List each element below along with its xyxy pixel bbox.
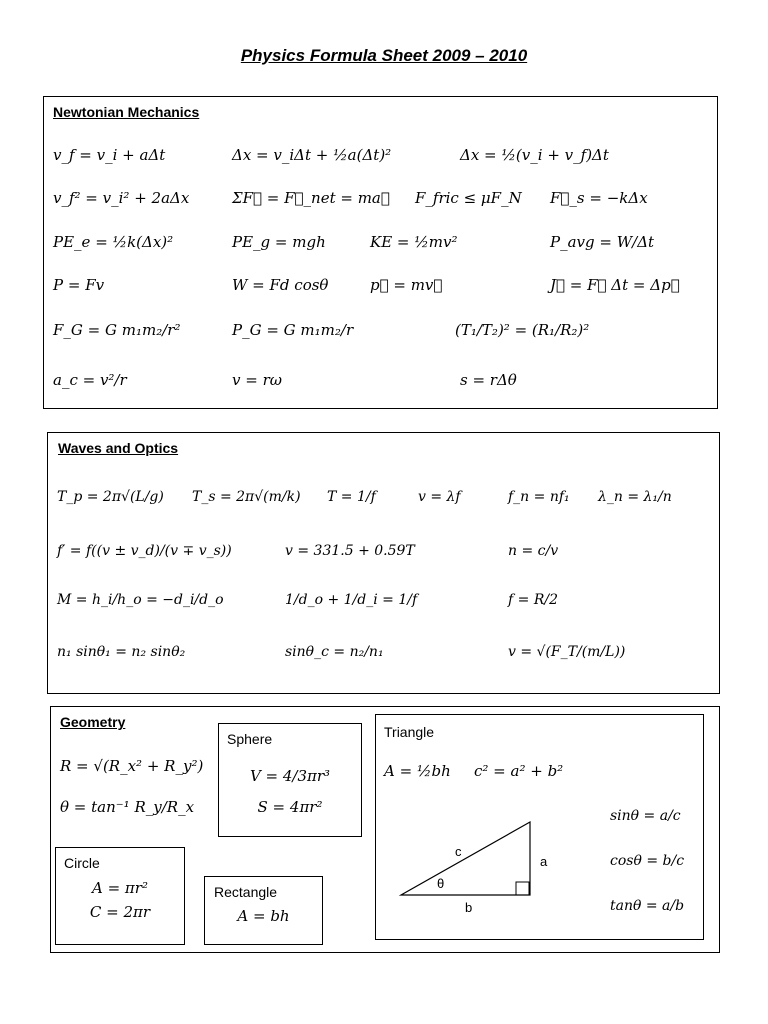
formula: f = R/2: [508, 592, 558, 608]
formula: tanθ = a/b: [610, 898, 685, 914]
formula: W = Fd cosθ: [232, 276, 329, 294]
formula: F_G = G m₁m₂/r²: [53, 321, 181, 339]
formula: T_p = 2π√(L/g): [57, 489, 164, 505]
mechanics-box: [43, 96, 718, 409]
formula: Δx = v_iΔt + ½a(Δt)²: [232, 146, 392, 164]
hypotenuse-label: c: [455, 844, 462, 859]
waves-heading: Waves and Optics: [58, 440, 179, 456]
rectangle-label: Rectangle: [214, 884, 278, 900]
formula: M = h_i/h_o = −d_i/d_o: [57, 592, 224, 608]
opposite-side-label: a: [540, 854, 548, 869]
formula: v = 331.5 + 0.59T: [285, 543, 415, 559]
formula: v_f = v_i + aΔt: [53, 146, 166, 164]
formula: v = λf: [418, 489, 461, 505]
mechanics-heading: Newtonian Mechanics: [53, 104, 200, 120]
formula: a_c = v²/r: [53, 371, 127, 389]
adjacent-side-label: b: [465, 900, 473, 915]
formula: cosθ = b/c: [610, 853, 685, 869]
formula: C = 2πr: [89, 903, 151, 921]
formula: KE = ½mv²: [370, 233, 458, 251]
formula: s = rΔθ: [460, 371, 517, 389]
formula: θ = tan⁻¹ R_y/R_x: [60, 798, 195, 816]
formula: v = √(F_T/(m/L)): [508, 644, 626, 660]
formula: PE_g = mgh: [232, 233, 326, 251]
formula: A = ½bh: [384, 762, 451, 780]
formula: c² = a² + b²: [474, 762, 564, 780]
formula: R = √(R_x² + R_y²): [60, 757, 204, 775]
formula: f_n = nf₁: [508, 489, 570, 505]
formula: v_f² = v_i² + 2aΔx: [53, 189, 190, 207]
formula: 1/d_o + 1/d_i = 1/f: [285, 592, 418, 608]
formula: p⃗ = mv⃗: [370, 276, 443, 294]
formula: V = 4/3πr³: [249, 767, 331, 785]
page-title: Physics Formula Sheet 2009 – 2010: [240, 46, 528, 65]
circle-label: Circle: [64, 855, 100, 871]
formula: sinθ_c = n₂/n₁: [285, 644, 384, 660]
formula: S = 4πr²: [257, 798, 323, 816]
formula: ΣF⃗ = F⃗_net = ma⃗: [232, 189, 390, 207]
formula: n₁ sinθ₁ = n₂ sinθ₂: [57, 644, 186, 660]
formula: F_fric ≤ μF_N: [415, 189, 522, 207]
geometry-heading: Geometry: [60, 714, 126, 730]
formula: T = 1/f: [327, 489, 376, 505]
formula: P_G = G m₁m₂/r: [232, 321, 354, 339]
formula: sinθ = a/c: [610, 808, 681, 824]
formula: Δx = ½(v_i + v_f)Δt: [460, 146, 609, 164]
formula: J⃗ = F⃗ Δt = Δp⃗: [550, 276, 680, 294]
formula: PE_e = ½k(Δx)²: [53, 233, 174, 251]
formula: n = c/v: [508, 543, 559, 559]
formula: T_s = 2π√(m/k): [192, 489, 301, 505]
formula: (T₁/T₂)² = (R₁/R₂)²: [455, 321, 590, 339]
formula: P = Fv: [53, 276, 105, 294]
formula: λ_n = λ₁/n: [598, 489, 672, 505]
formula: v = rω: [232, 371, 282, 389]
formula: A = bh: [237, 907, 290, 925]
triangle-label: Triangle: [384, 724, 435, 740]
formula: A = πr²: [92, 879, 148, 897]
angle-label: θ: [437, 876, 445, 891]
formula: f′ = f((v ± v_d)/(v ∓ v_s)): [57, 543, 232, 559]
formula: P_avg = W/Δt: [550, 233, 655, 251]
formula: F⃗_s = −kΔx: [550, 189, 648, 207]
sphere-label: Sphere: [227, 731, 273, 747]
